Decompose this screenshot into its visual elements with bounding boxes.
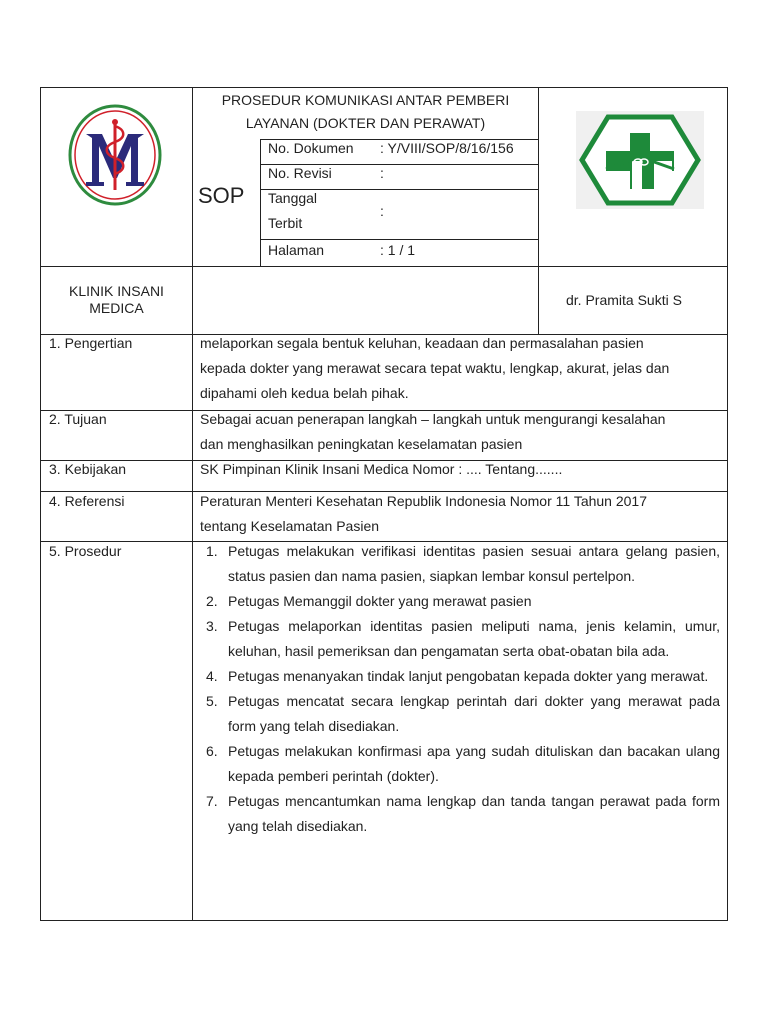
prosedur-step: 4. Petugas menanyakan tindak lanjut pengobatan kepada dokter yang merawat. xyxy=(206,668,709,684)
clinic-logo-icon xyxy=(68,104,162,206)
kebijakan-line1: SK Pimpinan Klinik Insani Medica Nomor : .... Tentang....... xyxy=(200,461,563,477)
border-bottom xyxy=(40,920,728,921)
pengertian-line3: dipahami oleh kedua belah pihak. xyxy=(200,385,409,401)
section-label-kebijakan: 3. Kebijakan xyxy=(49,461,127,477)
field-doc-number-value: : Y/VIII/SOP/8/16/156 xyxy=(380,140,514,156)
prosedur-step: 7. Petugas mencantumkan nama lengkap dan tanda tangan perawat pada form yang telah disediakan. xyxy=(206,793,720,834)
signatory-name: dr. Pramita Sukti S xyxy=(566,292,682,308)
referensi-line2: tentang Keselamatan Pasien xyxy=(200,518,380,534)
divider-header-bottom xyxy=(40,266,728,267)
prosedur-step: 3. Petugas melaporkan identitas pasien meliputi nama, jenis kelamin, umur, keluhan, hasil pemeriksan dan pengamatan serta obat-obatan bila ada. xyxy=(206,618,720,659)
field-page-value: : 1 / 1 xyxy=(380,242,416,258)
field-date-value: : xyxy=(380,203,384,219)
section-label-referensi: 4. Referensi xyxy=(49,493,125,509)
clinic-name xyxy=(41,283,192,317)
prosedur-step: 6. Petugas melakukan konfirmasi apa yang sudah dituliskan dan bacakan ulang kepada pemberi perintah (dokter). xyxy=(206,743,720,784)
health-logo xyxy=(576,111,704,209)
field-page-label: Halaman xyxy=(268,242,325,258)
prosedur-step: 5. Petugas mencatat secara lengkap perintah dari dokter yang merawat pada form yang telah disediakan. xyxy=(206,693,720,734)
pengertian-line2: kepada dokter yang merawat secara tepat waktu, lengkap, akurat, jelas dan xyxy=(200,360,670,376)
section-label-tujuan: 2. Tujuan xyxy=(49,411,107,427)
clinic-logo xyxy=(68,104,162,206)
prosedur-step: 2. Petugas Memanggil dokter yang merawat pasien xyxy=(206,593,532,609)
document-title-line1: PROSEDUR KOMUNIKASI ANTAR PEMBERI xyxy=(221,92,510,108)
border-right xyxy=(727,87,728,921)
document-title-line2: LAYANAN (DOKTER DAN PERAWAT) xyxy=(245,115,486,131)
tujuan-line2: dan menghasilkan peningkatan keselamatan pasien xyxy=(200,436,523,452)
prosedur-step: 1. Petugas melakukan verifikasi identitas pasien sesuai antara gelang pasien, status pasien dan nama pasien, siapkan lembar konsul pertelpon. xyxy=(206,543,720,584)
divider-right-column xyxy=(538,87,539,335)
field-revision-value: : xyxy=(380,165,384,181)
field-revision-label: No. Revisi xyxy=(268,165,332,181)
cross-hexagon-icon xyxy=(576,111,704,209)
divider-left-column xyxy=(192,87,193,921)
field-doc-number-label: No. Dokumen xyxy=(268,140,354,156)
sop-label: SOP xyxy=(198,183,245,208)
pengertian-line1: melaporkan segala bentuk keluhan, keadaan dan permasalahan pasien xyxy=(200,335,644,351)
prosedur-steps xyxy=(200,539,720,839)
section-label-pengertian: 1. Pengertian xyxy=(49,335,133,351)
field-date-label-line2: Terbit xyxy=(268,215,303,231)
border-left xyxy=(40,87,41,921)
divider-sop xyxy=(260,139,261,267)
section-label-prosedur: 5. Prosedur xyxy=(49,543,122,559)
clinic-name-line2: MEDICA xyxy=(89,300,144,316)
clinic-name-line1: KLINIK INSANI xyxy=(69,283,164,299)
referensi-line1: Peraturan Menteri Kesehatan Republik Indonesia Nomor 11 Tahun 2017 xyxy=(200,493,647,509)
tujuan-line1: Sebagai acuan penerapan langkah – langkah untuk mengurangi kesalahan xyxy=(200,411,666,427)
field-date-label-line1: Tanggal xyxy=(268,190,318,206)
